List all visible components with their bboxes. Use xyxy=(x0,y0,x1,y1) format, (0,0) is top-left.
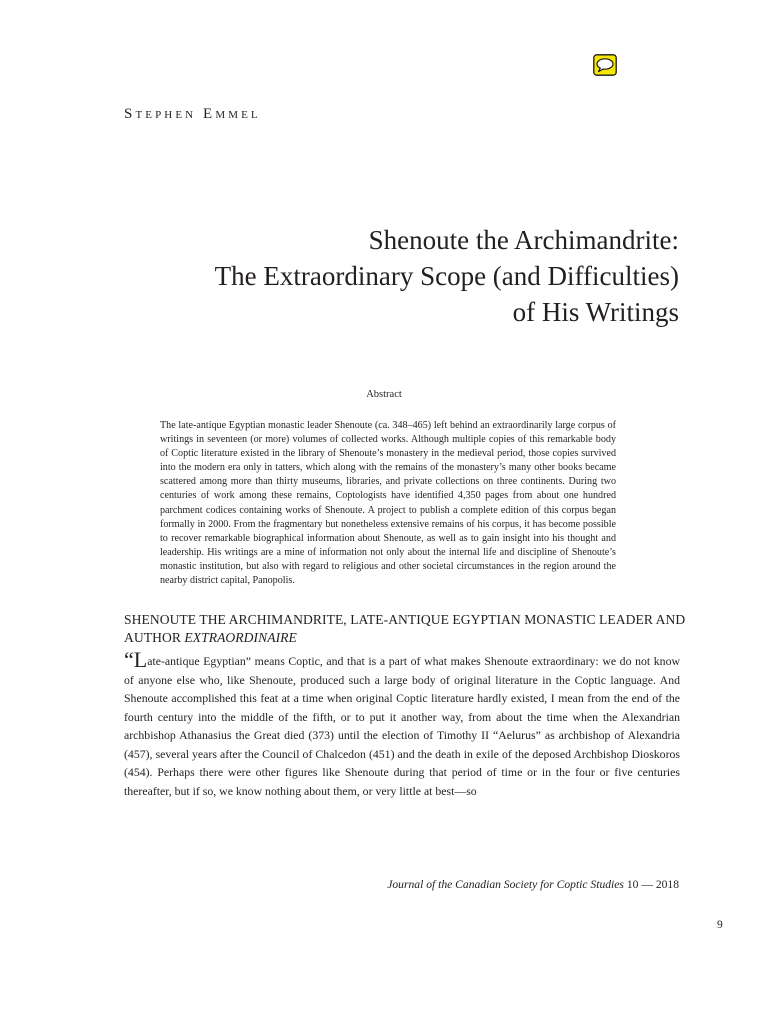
journal-issue: 10 — 2018 xyxy=(626,878,679,891)
body-paragraph xyxy=(124,647,680,800)
section-heading xyxy=(124,611,689,647)
title-line: Shenoute the Archimandrite: xyxy=(368,225,679,255)
body-text xyxy=(124,647,680,800)
abstract-paragraph: The late-antique Egyptian monastic leader Shenoute (ca. 348–465) left behind an extraordinarily large corpus of writings in seventeen (or more) volumes of collected works. Although multiple copies of this remarkable body of Coptic literature existed in the library of Shenoute’s monastery in the medieval period, those copies survived into the modern era only in tatters, which along with the remains of the monastery’s many other books became scattered among more than thirty museums, libraries, and private collections on three continents. During two centuries of work among these remains, Coptologists have identified 4,350 pages from about one hundred parchment codices containing works of Shenoute. A project to publish a complete edition of this corpus began formally in 2000. From the fragmentary but nonetheless extensive remains of his corpus, it has become possible to recover remarkable biographical information about Shenoute, as well as to gain insight into his thought and leadership. His writings are a mine of information not only about the internal life and discipline of Shenoute’s monastic institution, but also with regard to religious and other societal circumstances in the region around the nearby district capital, Panopolis. xyxy=(160,420,616,587)
author-name: Stephen Emmel xyxy=(124,106,261,122)
page-number: 9 xyxy=(717,919,723,931)
title-line: of His Writings xyxy=(512,297,679,327)
journal-footer xyxy=(387,878,679,891)
section-heading-text: SHENOUTE THE ARCHIMANDRITE, LATE-ANTIQUE EGYPTIAN MONASTIC LEADER AND AUTHOR xyxy=(124,612,686,645)
article-title xyxy=(119,222,679,330)
drop-cap: “L xyxy=(124,647,148,672)
title-line: The Extraordinary Scope (and Difficulties) xyxy=(214,261,679,291)
journal-title: Journal of the Canadian Society for Coptic Studies xyxy=(387,878,624,891)
section-heading-italic: EXTRAORDINAIRE xyxy=(184,630,297,645)
comment-icon[interactable] xyxy=(593,54,617,76)
body-paragraph-text: ate-antique Egyptian” means Coptic, and that is a part of what makes Shenoute extraordinary: we do not know of anyone else who, like Shenoute, produced such a large body of original literature in the Coptic language. And Shenoute accomplished this feat at a time when original Coptic literature hardly existed, I mean from the end of the fourth century into the middle of the fifth, or to put it another way, from about the time when the Alexandrian archbishop Athanasius the Great died (373) until the election of Timothy II “Aelurus” as archbishop of Alexandria (457), several years after the Council of Chalcedon (451) and the death in exile of the deposed Archbishop Dioskoros (454). Perhaps there were other figures like Shenoute during that period of time or in the four or five centuries thereafter, but if so, we know nothing about them, or very little at best—so xyxy=(124,654,680,798)
abstract-body xyxy=(160,419,616,588)
abstract-heading: Abstract xyxy=(366,389,402,400)
